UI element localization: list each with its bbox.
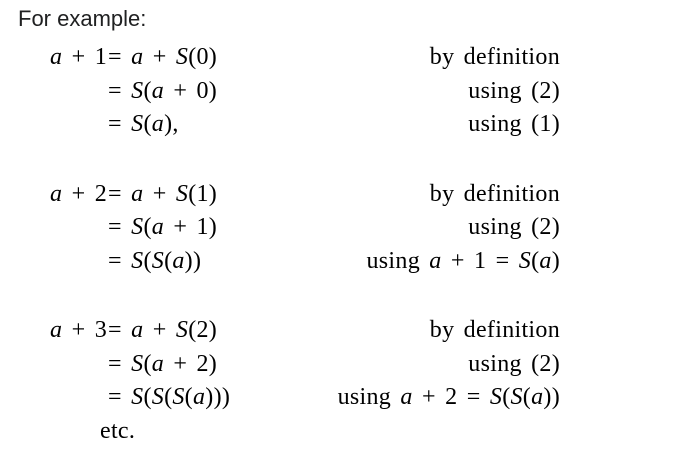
equation-note: using a + 2 = S(S(a)) bbox=[337, 384, 560, 410]
equation-lhs: a + 2 bbox=[50, 180, 108, 207]
equation-row bbox=[50, 41, 560, 75]
equation-note: using (1) bbox=[468, 111, 560, 137]
equation-note: using (2) bbox=[468, 77, 560, 104]
equation-note: by definition bbox=[429, 180, 560, 207]
equation-area bbox=[50, 41, 560, 448]
equation-note: by definition bbox=[429, 44, 560, 70]
equation-rhs: = a + S(0) bbox=[108, 44, 218, 70]
equation-rhs: = S(S(a)) bbox=[108, 247, 202, 274]
equation-rhs: = S(a + 0) bbox=[108, 77, 218, 104]
equation-lhs: a + 3 bbox=[50, 317, 108, 343]
etc-text: etc. bbox=[100, 417, 136, 444]
equation-row bbox=[50, 108, 560, 142]
equation-note: using (2) bbox=[468, 350, 560, 377]
equation-rhs: = S(a + 2) bbox=[108, 350, 218, 377]
equation-row bbox=[50, 178, 560, 212]
equation-lhs: a + 1 bbox=[50, 44, 108, 70]
equation-row bbox=[50, 245, 560, 279]
equation-row bbox=[50, 381, 560, 415]
intro-text: For example: bbox=[18, 6, 147, 31]
equation-rhs: = S(a + 1) bbox=[108, 214, 218, 240]
equation-note: using a + 1 = S(a) bbox=[366, 247, 560, 274]
equation-rhs: = a + S(2) bbox=[108, 317, 218, 343]
equation-row bbox=[50, 75, 560, 109]
equation-rhs: = a + S(1) bbox=[108, 180, 218, 207]
equation-note: by definition bbox=[429, 317, 560, 343]
equation-row bbox=[50, 211, 560, 245]
equation-block-a-plus-1 bbox=[50, 41, 560, 142]
equation-block-a-plus-2 bbox=[50, 178, 560, 279]
equation-rhs: = S(a), bbox=[108, 111, 179, 137]
equation-row bbox=[50, 348, 560, 382]
equation-block-a-plus-3 bbox=[50, 314, 560, 415]
equation-row bbox=[50, 314, 560, 348]
equation-rhs: = S(S(S(a))) bbox=[108, 384, 231, 410]
equation-note: using (2) bbox=[468, 214, 560, 240]
